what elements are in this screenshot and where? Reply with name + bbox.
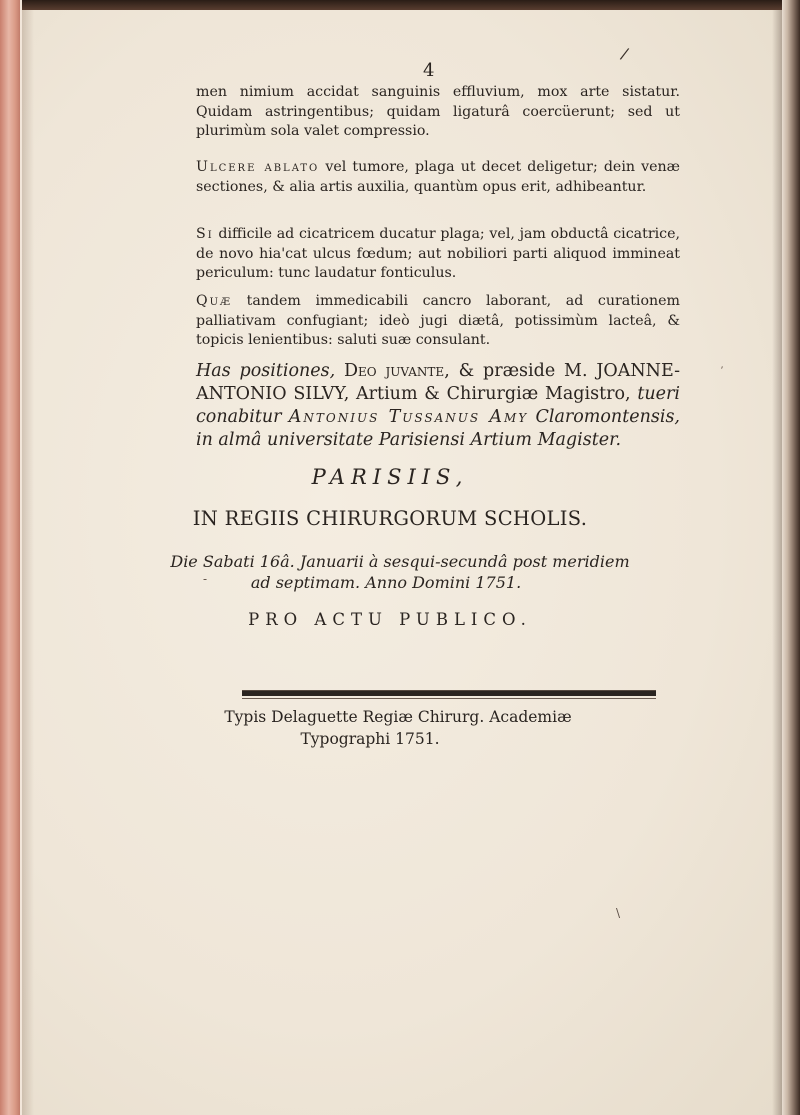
margin-dash: - <box>203 572 208 586</box>
imprint-line-2: Typographi 1751. <box>300 730 440 748</box>
paragraph-1: men nimium accidat sanguinis effluvium, mox arte sistatur. Quidam astringentibus; quidam ligaturâ coercüerunt; sed ut plurimùm sola valet compressio. <box>196 84 680 139</box>
imprint-line-1: Typis Delaguette Regiæ Chirurg. Academiæ <box>224 708 572 726</box>
positions-statement <box>196 360 680 452</box>
paragraph-4-lead: Quæ <box>196 293 233 309</box>
ornamental-rule <box>242 690 656 696</box>
margin-mark: / <box>618 43 631 64</box>
paragraph-3-text: difficile ad cicatricem ducatur plaga; vel, jam obductâ cicatrice, de novo hia'cat ulcus fœdum; aut nobiliori parti aliquod immineat periculum: tunc laudatur fonticulus. <box>196 226 680 281</box>
paragraph-3 <box>196 225 680 284</box>
stray-mark: \ <box>616 906 621 920</box>
paragraph-2-text: vel tumore, plaga ut decet deligetur; dein venæ sectiones, & alia artis auxilia, quantùm opus erit, adhibeantur. <box>196 159 680 195</box>
claromontensis: Claromontensis, in almâ universitate Parisiensi Artium Magister. <box>196 407 680 450</box>
praeside: & præside M. JOANNE-ANTONIO SILVY, Artium & Chirurgiæ Magistro, <box>196 361 680 404</box>
defendant-name: Antonius Tussanus Amy <box>288 407 529 427</box>
margin-tick-mark: ′ <box>719 363 728 379</box>
page-number: 4 <box>423 60 435 81</box>
date-line-1: Die Sabati 16â. Januarii à sesqui-secundâ post meridiem <box>170 552 630 571</box>
paragraph-4-text: tandem immedicabili cancro laborant, ad curationem palliativam confugiant; ideò jugi diætâ, potissimùm lacteâ, & topicis lenientibus: saluti suæ consulant. <box>196 293 680 348</box>
paragraph-2 <box>196 158 680 197</box>
paragraph-4 <box>196 292 680 351</box>
date-line-2: ad septimam. Anno Domini 1751. <box>250 573 522 592</box>
deo-juvante: Deo juvante, <box>344 361 450 381</box>
paragraph-3-lead: Si <box>196 226 214 242</box>
act-heading: PRO ACTU PUBLICO. <box>248 610 532 629</box>
tueri-conabitur: tueri conabitur <box>196 384 680 427</box>
paragraph-2-lead: Ulcere ablato <box>196 159 320 175</box>
school-heading: IN REGIIS CHIRURGORUM SCHOLIS. <box>192 507 588 530</box>
has-positiones: Has positiones, <box>196 361 336 381</box>
place-heading: PARISIIS, <box>311 465 469 489</box>
